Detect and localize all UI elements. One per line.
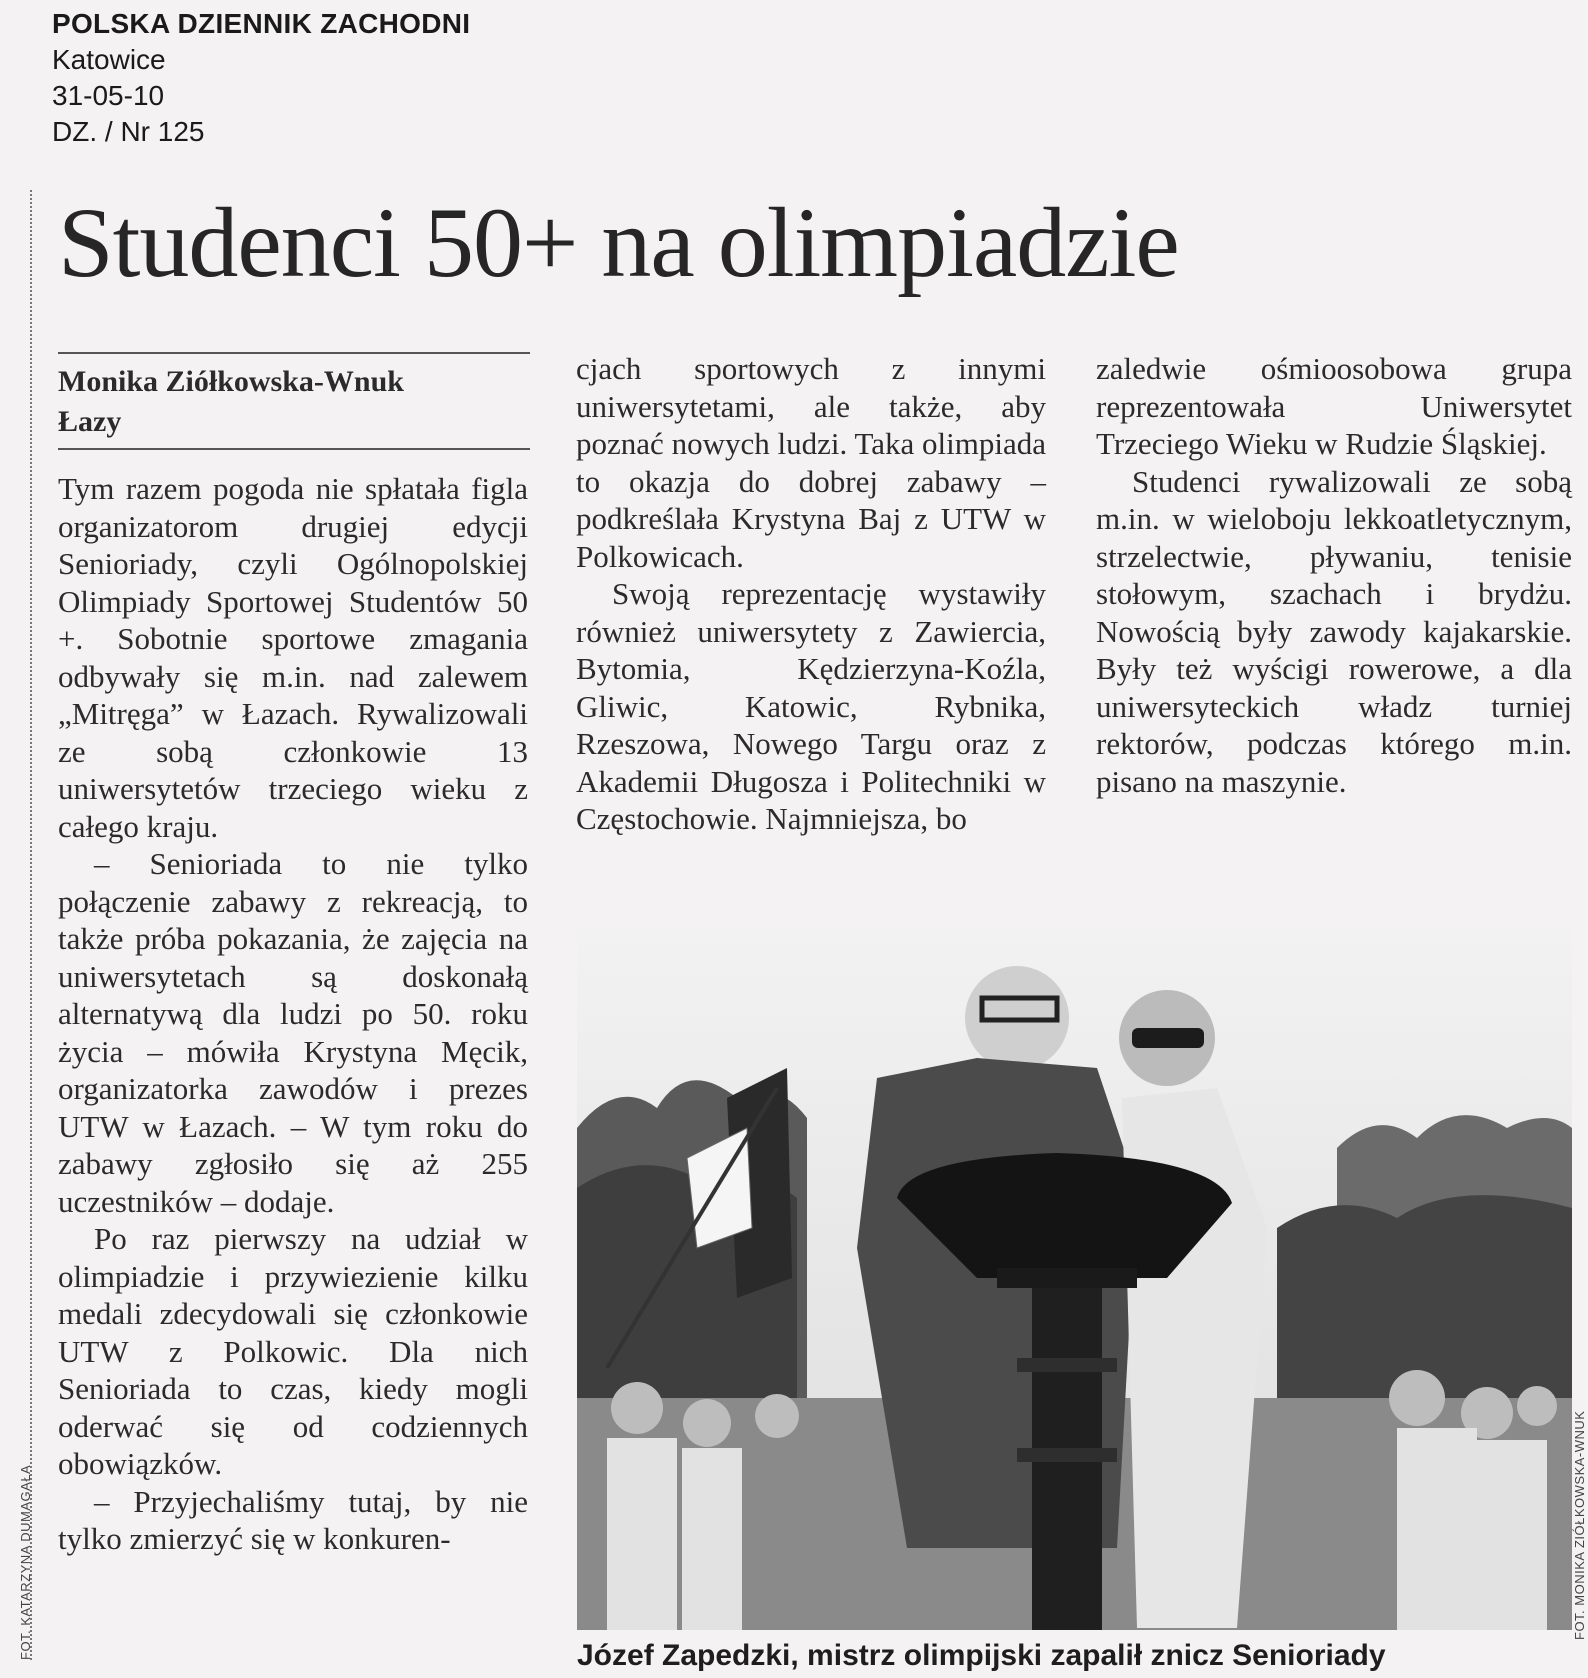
article-column-1 [58, 470, 528, 1558]
photo-credit-left: FOT. KATARZYNA DUMAGAŁA [18, 1464, 33, 1660]
byline [58, 352, 530, 450]
article-photo [577, 928, 1572, 1630]
paragraph: Studenci rywalizowali ze sobą m.in. w wieloboju lekkoatletycznym, strzelectwie, pływaniu, tenisie stołowym, szachach i brydżu. Nowością były zawody kajakarskie. Były też wyścigi rowerowe, a dla uniwersyteckich władz turniej rektorów, podczas którego m.in. pisano na maszynie. [1096, 463, 1572, 799]
newspaper-name: POLSKA DZIENNIK ZACHODNI [52, 8, 471, 39]
article-column-3 [1096, 350, 1572, 800]
byline-location: Łazy [58, 405, 122, 438]
paragraph: – Senioriada to nie tylko połączenie zabawy z rekreacją, to także próba pokazania, że zajęcia na uniwersytetach są doskonałą alternatywą dla ludzi po 50. roku życia – mówiła Krystyna Męcik, organizatorka zawodów i prezes UTW w Łazach. – W tym roku do zabawy zgłosiło się aż 255 uczestników – dodaje. [58, 846, 528, 1219]
paragraph: cjach sportowych z innymi uniwersytetami, ale także, aby poznać nowych ludzi. Taka olimpiada to okazja do dobrej zabawy – podkreślała Krystyna Baj z UTW w Polkowicach. [576, 351, 1046, 574]
photo-illustration [577, 928, 1572, 1630]
paragraph: – Przyjechaliśmy tutaj, by nie tylko zmierzyć się w konkuren- [58, 1483, 528, 1556]
clipping-masthead [52, 6, 470, 150]
paragraph: Swoją reprezentację wystawiły również uniwersytety z Zawiercia, Bytomia, Kędzierzyna-Koźla, Gliwic, Katowic, Rybnika, Rzeszowa, Nowego Targu oraz z Akademii Długosza i Politechniki w Częstochowie. Najmniejsza, bo [576, 576, 1046, 836]
photo-caption: Józef Zapedzki, mistrz olimpijski zapalił znicz Senioriady [577, 1639, 1386, 1672]
photo-credit-right: FOT. MONIKA ZIÓŁKOWSKA-WNUK [1572, 1410, 1587, 1640]
byline-author: Monika Ziółkowska-Wnuk [58, 365, 404, 398]
paragraph: zaledwie ośmioosobowa grupa reprezentowała Uniwersytet Trzeciego Wieku w Rudzie Śląskiej. [1096, 351, 1572, 461]
article-column-2 [576, 350, 1046, 838]
paragraph: Tym razem pogoda nie spłatała figla organizatorom drugiej edycji Senioriady, czyli Ogólnopolskiej Olimpiady Sportowej Studentów 50 +. Sobotnie sportowe zmagania odbywały się m.in. nad zalewem „Mitręga” w Łazach. Rywalizowali ze sobą członkowie 13 uniwersytetów trzeciego wieku z całego kraju. [58, 471, 528, 844]
paragraph: Po raz pierwszy na udział w olimpiadzie i przywiezienie kilku medali zdecydowali się członkowie UTW z Polkowic. Dla nich Senioriada to czas, kiedy mogli oderwać się od codziennych obowiązków. [58, 1221, 528, 1481]
newspaper-date: 31-05-10 [52, 80, 165, 111]
newspaper-city: Katowice [52, 44, 166, 75]
newspaper-issue: DZ. / Nr 125 [52, 116, 205, 147]
article-headline: Studenci 50+ na olimpiadzie [58, 187, 1179, 298]
